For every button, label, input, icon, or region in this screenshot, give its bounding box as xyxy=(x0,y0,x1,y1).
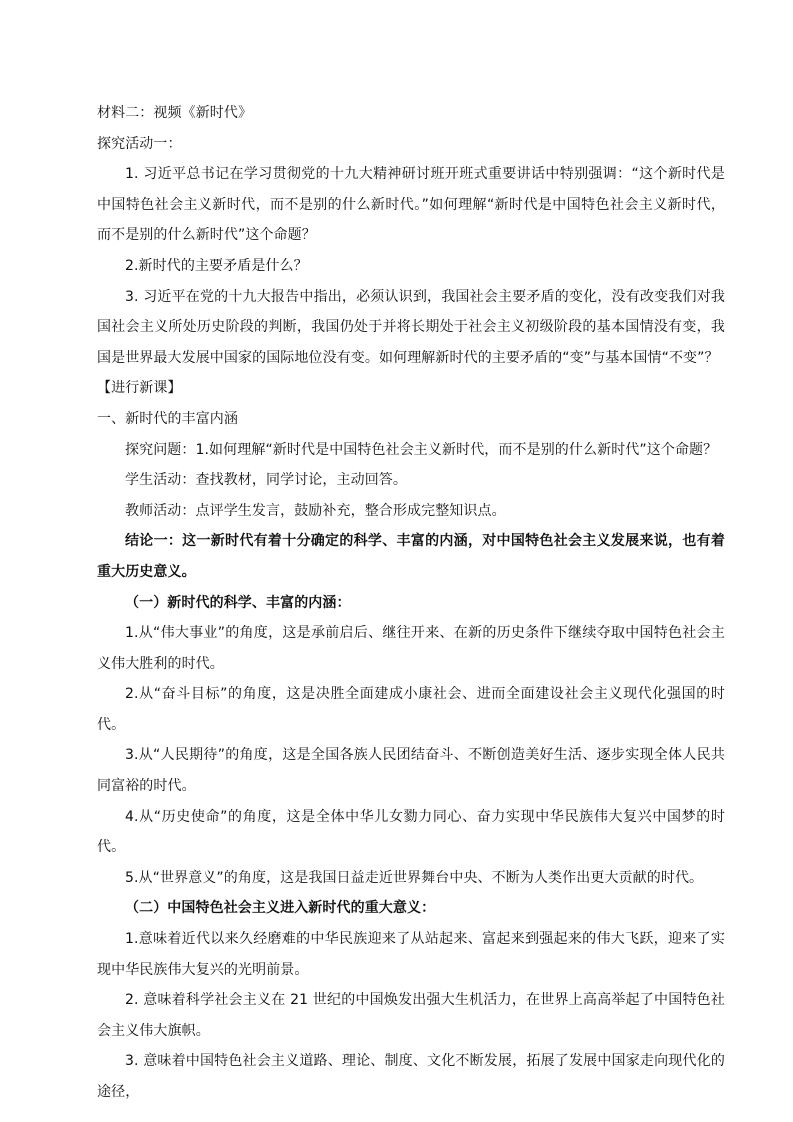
content-item-3: 3.从“人民期待”的角度，这是全国各族人民团结奋斗、不断创造美好生活、逐步实现全体人民共同富裕的时代。 xyxy=(97,747,725,795)
content-item-1: 1.从“伟大事业”的角度，这是承前启后、继往开来、在新的历史条件下继续夺取中国特色社会主义伟大胜利的时代。 xyxy=(97,625,725,672)
activity-question-1: 1. 习近平总书记在学习贯彻党的十九大精神研讨班开班式重要讲话中特别强调：“这个新时代是中国特色社会主义新时代，而不是别的什么新时代。”如何理解“新时代是中国特色社会主义新时代，而不是别的什么新时代”这个命题？ xyxy=(97,166,725,244)
content-item-4: 4.从“历史使命”的角度，这是全体中华儿女勠力同心、奋力实现中华民族伟大复兴中国梦的时代。 xyxy=(97,808,725,856)
significance-item-3: 3. 意味着中国特色社会主义道路、理论、制度、文化不断发展，拓展了发展中国家走向现代化的途径， xyxy=(97,1053,725,1100)
student-activity: 学生活动：查找教材，同学讨论，主动回答。 xyxy=(125,472,407,489)
material-title: 材料二：视频《新时代》 xyxy=(97,105,253,121)
document-body xyxy=(97,98,725,1108)
activity-question-3: 3. 习近平在党的十九大报告中指出，必须认识到，我国社会主要矛盾的变化，没有改变我们对我国社会主义所处历史阶段的判断，我国仍处于并将长期处于社会主义初级阶段的基本国情没有变，我国是世界最大发展中国家的国际地位没有变。如何理解新时代的主要矛盾的“变”与基本国情“不变”？ xyxy=(97,288,725,366)
activity-question-2: 2.新时代的主要矛盾是什么？ xyxy=(125,257,308,274)
inquiry-question: 探究问题：1.如何理解“新时代是中国特色社会主义新时代，而不是别的什么新时代”这个命题？ xyxy=(125,441,718,458)
sub-heading-two: （二）中国特色社会主义进入新时代的重大意义： xyxy=(125,900,436,917)
section-one-title: 一、新时代的丰富内涵 xyxy=(97,410,238,427)
content-item-5: 5.从“世界意义”的角度，这是我国日益走近世界舞台中央、不断为人类作出更大贡献的时代。 xyxy=(125,869,704,886)
significance-item-2: 2. 意味着科学社会主义在 21 世纪的中国焕发出强大生机活力，在世界上高高举起了中国特色社会主义伟大旗帜。 xyxy=(97,992,725,1039)
activity-heading: 探究活动一： xyxy=(97,135,182,152)
conclusion-one: 结论一：这一新时代有着十分确定的科学、丰富的内涵，对中国特色社会主义发展来说，也有着重大历史意义。 xyxy=(97,533,725,580)
teacher-activity: 教师活动：点评学生发言，鼓励补充，整合形成完整知识点。 xyxy=(125,502,506,519)
content-item-2: 2.从“奋斗目标”的角度，这是决胜全面建成小康社会、进而全面建设社会主义现代化强国的时代。 xyxy=(97,686,725,733)
significance-item-1: 1.意味着近代以来久经磨难的中华民族迎来了从站起来、富起来到强起来的伟大飞跃，迎来了实现中华民族伟大复兴的光明前景。 xyxy=(97,931,725,978)
sub-heading-one: （一）新时代的科学、丰富的内涵： xyxy=(125,594,351,611)
new-lesson-heading: 【进行新课】 xyxy=(97,380,182,397)
